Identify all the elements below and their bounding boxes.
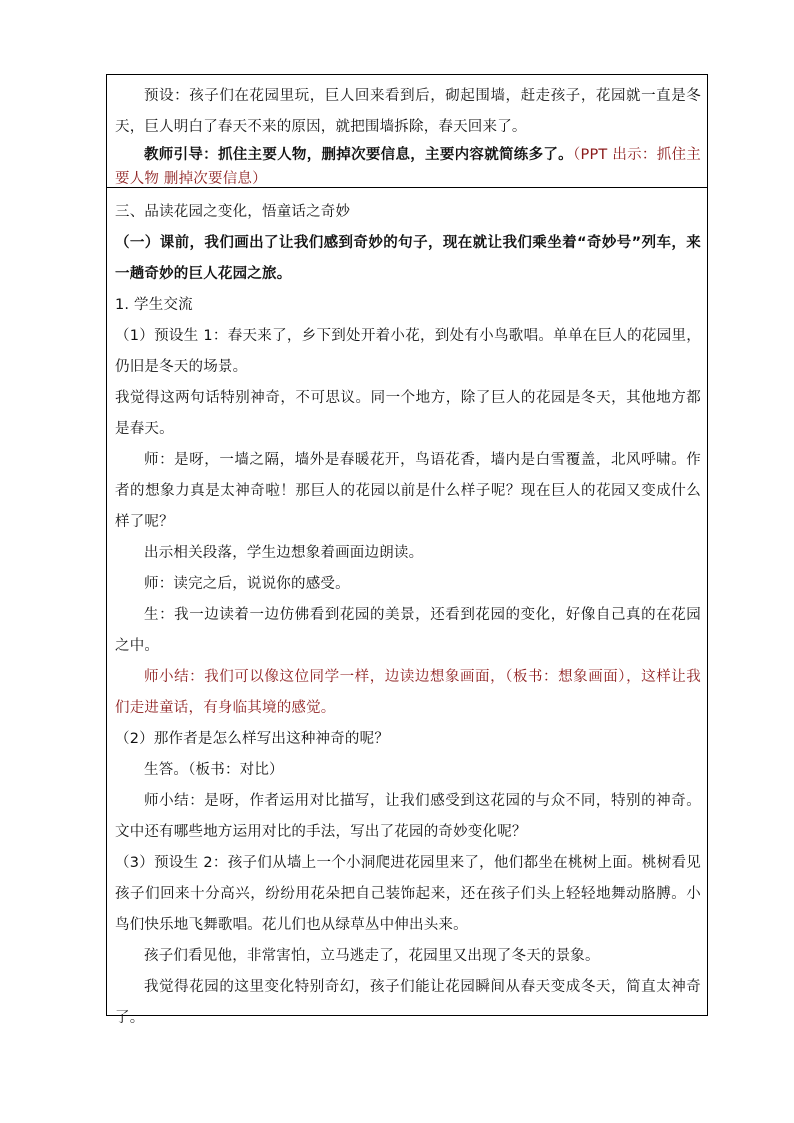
teacher-guide-text: 教师引导：抓住主要人物，删掉次要信息，主要内容就简练多了。 [144,147,573,163]
paragraph-preset-2: （3）预设生 2：孩子们从墙上一个小洞爬进花园里来了，他们都坐在桃树上面。桃树看见孩子们回来十分高兴，纷纷用花朵把自己装饰起来，还在孩子们头上轻轻地舞动胳膊。小鸟们快乐地飞舞歌唱。花儿们也从绿草丛中伸出头来。 [115,855,701,933]
paragraph-student-answer: 生答。（板书：对比） [144,762,284,778]
paragraph-opinion-2: 我觉得花园的这里变化特别奇幻，孩子们能让花园瞬间从春天变成冬天，简直太神奇了。 [115,979,701,1026]
paragraph-children-scared: 孩子们看见他，非常害怕，立马逃走了，花园里又出现了冬天的景象。 [144,948,600,964]
paragraph-teacher-2: 师：读完之后，说说你的感受。 [144,576,350,592]
paragraph-preset-1: （1）预设生 1：春天来了，乡下到处开着小花，到处有小鸟歌唱。单单在巨人的花园里，仍旧是冬天的场景。 [115,328,701,375]
paragraph-student-1: 生：我一边读着一边仿佛看到花园的美景，还看到花园的变化，好像自己真的在花园之中。 [115,607,701,654]
paragraph-intro: （一）课前，我们画出了让我们感到奇妙的句子，现在就让我们乘坐着“奇妙号”列车，来一趟奇妙的巨人花园之旅。 [115,235,701,282]
paragraph-preset: 预设：孩子们在花园里玩，巨人回来看到后，砌起围墙，赶走孩子，花园就一直是冬天，巨人明白了春天不来的原因，就把围墙拆除，春天回来了。 [115,88,701,135]
paragraph-summary-2: 师小结：是呀，作者运用对比描写，让我们感受到这花园的与众不同，特别的神奇。文中还有哪些地方运用对比的手法，写出了花园的奇妙变化呢？ [115,793,701,840]
paragraph-student-exchange: 1. 学生交流 [115,297,193,313]
paragraph-teacher-guide [115,143,701,191]
paragraph-opinion-1: 我觉得这两句话特别神奇，不可思议。同一个地方，除了巨人的花园是冬天，其他地方都是春天。 [115,390,701,437]
paragraph-question-2: （2）那作者是怎么样写出这种神奇的呢？ [115,731,390,747]
paragraph-summary-1: 师小结：我们可以像这位同学一样，边读边想象画面，（板书：想象画面），这样让我们走进童话，有身临其境的感觉。 [115,669,701,716]
document-body [115,81,701,1034]
document-table-frame [106,74,708,1026]
section-heading: 三、品读花园之变化，悟童话之奇妙 [115,204,351,220]
paragraph-show-passage: 出示相关段落，学生边想象着画面边朗读。 [144,545,424,561]
paragraph-teacher-1: 师：是呀，一墙之隔，墙外是春暖花开，鸟语花香，墙内是白雪覆盖，北风呼啸。作者的想象力真是太神奇啦！那巨人的花园以前是什么样子呢？现在巨人的花园又变成什么样了呢？ [115,452,701,530]
ppt-note: （PPT 出示：抓住主要人物 删掉次要信息） [115,147,701,187]
